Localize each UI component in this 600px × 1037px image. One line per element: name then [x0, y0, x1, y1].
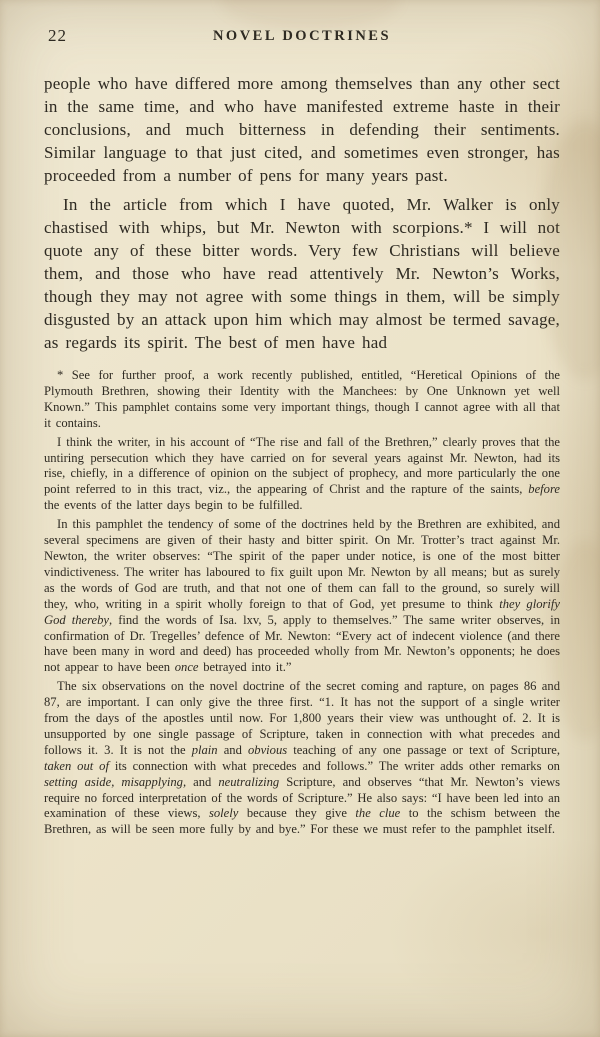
footnote-section [44, 368, 560, 838]
paragraph: people who have differed more among themselves than any other sect in the same time, and who have manifested extreme haste in their conclusions, and much bitterness in defending their sentiments. Similar language to that just cited, and sometimes even stronger, has proceeded from a number of pens for many years past. [44, 74, 560, 185]
paragraph: * See for further proof, a work recently published, entitled, “Heretical Opinions of the Plymouth Brethren, showing their Identity with the Manchees: by One Unknown yet well Known.” This pamphlet contains some very important things, though I cannot agree with all that it contains. [44, 368, 560, 430]
running-title: NOVEL DOCTRINES [212, 28, 392, 44]
italic-text: solely [208, 806, 239, 821]
italic-text: taken out of [44, 758, 109, 773]
paragraph: I think the writer, in his account of “The rise and fall of the Brethren,” clearly proves that the untiring persecution which they have carried on for several years against Mr. Newton, had its rise, chiefly, in a difference of opinion on the subject of prophecy, and more particularly the one point referred to in this tract, viz., the appearing of Christ and the rapture of the saints, before the events of the latter days begin to be fulfilled. [44, 434, 560, 513]
page-number: 22 [48, 26, 67, 45]
page-header [44, 26, 560, 50]
italic-text: they glorify God thereby [44, 596, 560, 627]
paragraph: In the article from which I have quoted, Mr. Walker is only chastised with whips, but Mr. Newton with scorpions.* I will not quote any of these bitter words. Very few Christians will believe them, and those who have read attentively Mr. Newton’s Works, though they may not agree with some things in them, will be simply disgusted by an attack upon him which may almost be termed savage, as regards its spirit. The best of men have had [44, 195, 560, 352]
italic-text: once [174, 660, 199, 675]
italic-text: obvious [248, 742, 288, 757]
italic-text: plain [191, 742, 218, 757]
paragraph: The six observations on the novel doctrine of the secret coming and rapture, on pages 86 and 87, are important. I can only give the three first. “1. It has not the support of a single writer from the days of the apostles until now. For 1,800 years their view was unthought of. 2. It is unsupported by one single passage of Scripture, taken in connection with what precedes and follows it. 3. It is not the plain and obvious teaching of any one passage or text of Scripture, taken out of its connection with what precedes and follows.” The writer adds other remarks on setting aside, misapplying, and neutralizing Scripture, and observes “that Mr. Newton’s views require no forced interpretation of the words of Scripture.” He also says: “I have been led into an examination of these views, solely because they give the clue to the schism between the Brethren, as will be seen more fully by and bye.” For these we must refer to the pamphlet itself. [44, 679, 561, 837]
italic-text: neutralizing [218, 774, 280, 789]
italic-text: the clue [355, 806, 401, 821]
main-text-section [44, 72, 560, 354]
italic-text: before [528, 482, 560, 497]
paragraph: In this pamphlet the tendency of some of the doctrines held by the Brethren are exhibited, and several specimens are given of their hasty and bitter spirit. On Mr. Trotter’s tract against Mr. Newton, the writer observes: “The spirit of the paper under notice, is one of the most bitter vindictiveness. The writer has laboured to fix guilt upon Mr. Newton by all means; but as surely as the words of God are truth, and that not one of them can fall to the ground, so surely will they, who, writing in a spirit wholly foreign to that of God, yet presume to think they glorify God thereby, find the words of Isa. lxv, 5, apply to themselves.” The same writer observes, in confirmation of Dr. Tregelles’ defence of Mr. Newton: “Every act of indecent violence (and there have been many in word and deed) has proceeded wholly from Mr. Newton’s opponents; he does not appear to have been once betrayed into it.” [44, 517, 560, 675]
page-body [44, 72, 560, 838]
italic-text: setting aside, misapplying, [44, 774, 187, 789]
